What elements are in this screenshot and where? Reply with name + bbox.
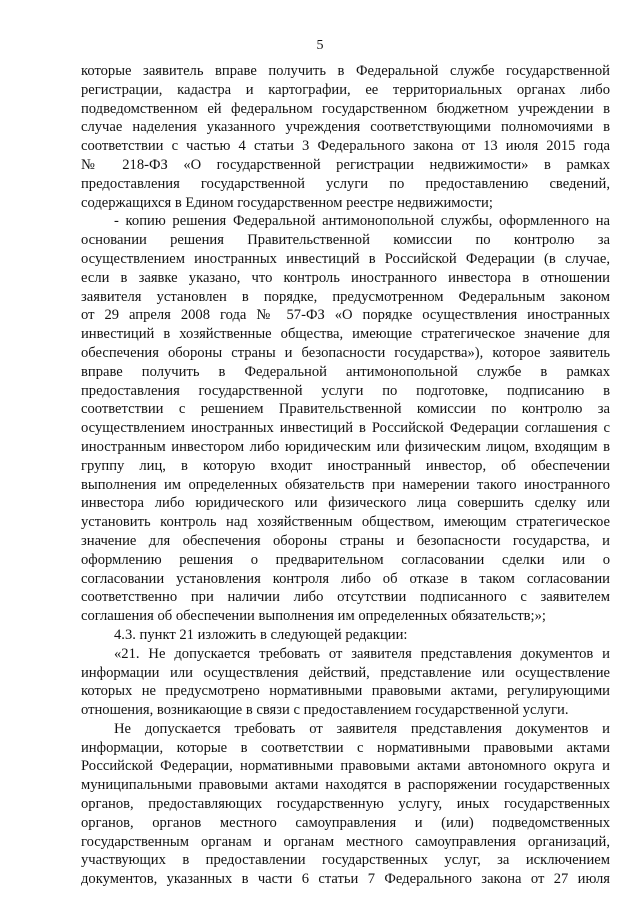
text-line: «21. Не допускается требовать от заявителя представления документов и — [114, 645, 610, 662]
text-line: от 29 апреля 2008 года № 57-ФЗ «О порядке осуществления иностранных — [81, 307, 610, 324]
text-line: инвестиций в хозяйственные общества, имеющие стратегическое значение для — [81, 326, 610, 343]
text-line: № 218-ФЗ «О государственной регистрации недвижимости» в рамках — [81, 156, 610, 173]
text-line: подведомственном ей федеральном государственном бюджетном учреждении в — [81, 100, 610, 117]
text-line: вправе получить в Федеральной антимонопольной службе в рамках — [81, 363, 610, 380]
text-line: содержащихся в Едином государственном реестре недвижимости; — [81, 194, 493, 211]
text-line: которых не предусмотрено нормативными правовыми актами, регулирующими — [81, 683, 610, 700]
text-line: регистрации, кадастра и картографии, ее территориальных органах либо — [81, 81, 610, 98]
text-line: информации, которые в соответствии с нормативными правовыми актами — [81, 739, 610, 756]
text-line: соответствии с решением Правительственной комиссии по контролю за — [81, 401, 610, 418]
page-number: 5 — [316, 38, 324, 53]
text-line: основании решения Правительственной комиссии по контролю за — [81, 232, 610, 249]
text-line: информации или осуществления действий, представление или осуществление — [81, 664, 610, 681]
text-line: - копию решения Федеральной антимонопольной службы, оформленного на — [114, 213, 610, 230]
text-line: Российской Федерации, нормативными правовыми актами автономного округа и — [81, 758, 610, 775]
text-line: если в заявке указано, что контроль иностранного инвестора в отношении — [81, 269, 610, 286]
text-line: которые заявитель вправе получить в Федеральной службе государственной — [81, 63, 610, 79]
text-line: предоставления государственной услуги по предоставлению сведений, — [81, 175, 610, 192]
text-line: выполнения им определенных обязательств при намерении такого иностранного — [81, 476, 610, 493]
text-line: органов, предоставляющих государственную услугу, иных государственных — [81, 796, 610, 813]
text-line: установить контроль над хозяйственным обществом, имеющим стратегическое — [81, 514, 610, 531]
text-line: иностранным инвестором либо юридическим или физическим лицом, входящим в — [81, 438, 610, 455]
text-line: инвестора либо юридического или физического лица совершить сделку или — [81, 495, 610, 512]
text-line: согласовании установления контроля либо об отказе в таком согласовании — [81, 570, 610, 587]
body-text — [81, 62, 610, 889]
text-line: осуществлением иностранных инвестиций в Российской Федерации (в случае, — [81, 250, 610, 267]
text-line: органов, органов местного самоуправления и (или) подведомственных — [81, 814, 610, 831]
text-line: группу лиц, в которую входит иностранный инвестор, об обеспечении — [81, 457, 610, 474]
text-line: государственным органам и органам местного самоуправления организаций, — [81, 833, 610, 850]
text-line: предоставления государственной услуги по подготовке, подписанию в — [81, 382, 610, 399]
text-line: значение для обеспечения обороны страны и безопасности государства, и — [81, 532, 610, 549]
text-line: 4.3. пункт 21 изложить в следующей редакции: — [114, 626, 408, 643]
text-line: соответственно при наличии либо отсутствии подписанного с заявителем — [81, 589, 610, 606]
text-line: Не допускается требовать от заявителя представления документов и — [114, 720, 610, 737]
text-line: обеспечения обороны страны и безопасности государства»), которое заявитель — [81, 344, 610, 361]
text-line: осуществлением иностранных инвестиций в Российской Федерации соглашения с — [81, 420, 610, 437]
text-line: соглашения об обеспечении выполнения им определенных обязательств;»; — [81, 608, 546, 625]
text-line: отношения, возникающие в связи с предоставлением государственной услуги. — [81, 702, 569, 719]
text-line: случае наделения указанного учреждения соответствующими полномочиями в — [81, 119, 610, 136]
text-line: оформлению решения о предварительном согласовании сделки или о — [81, 551, 610, 568]
text-line: участвующих в предоставлении государственных услуг, за исключением — [81, 852, 610, 869]
text-line: муниципальными правовыми актами находятся в распоряжении государственных — [81, 777, 610, 794]
text-line: документов, указанных в части 6 статьи 7 Федерального закона от 27 июля — [81, 871, 610, 888]
text-line: заявителя установлен в порядке, предусмотренном Федеральным законом — [81, 288, 610, 305]
text-line: соответствии с частью 4 статьи 3 Федерального закона от 13 июля 2015 года — [81, 138, 610, 155]
